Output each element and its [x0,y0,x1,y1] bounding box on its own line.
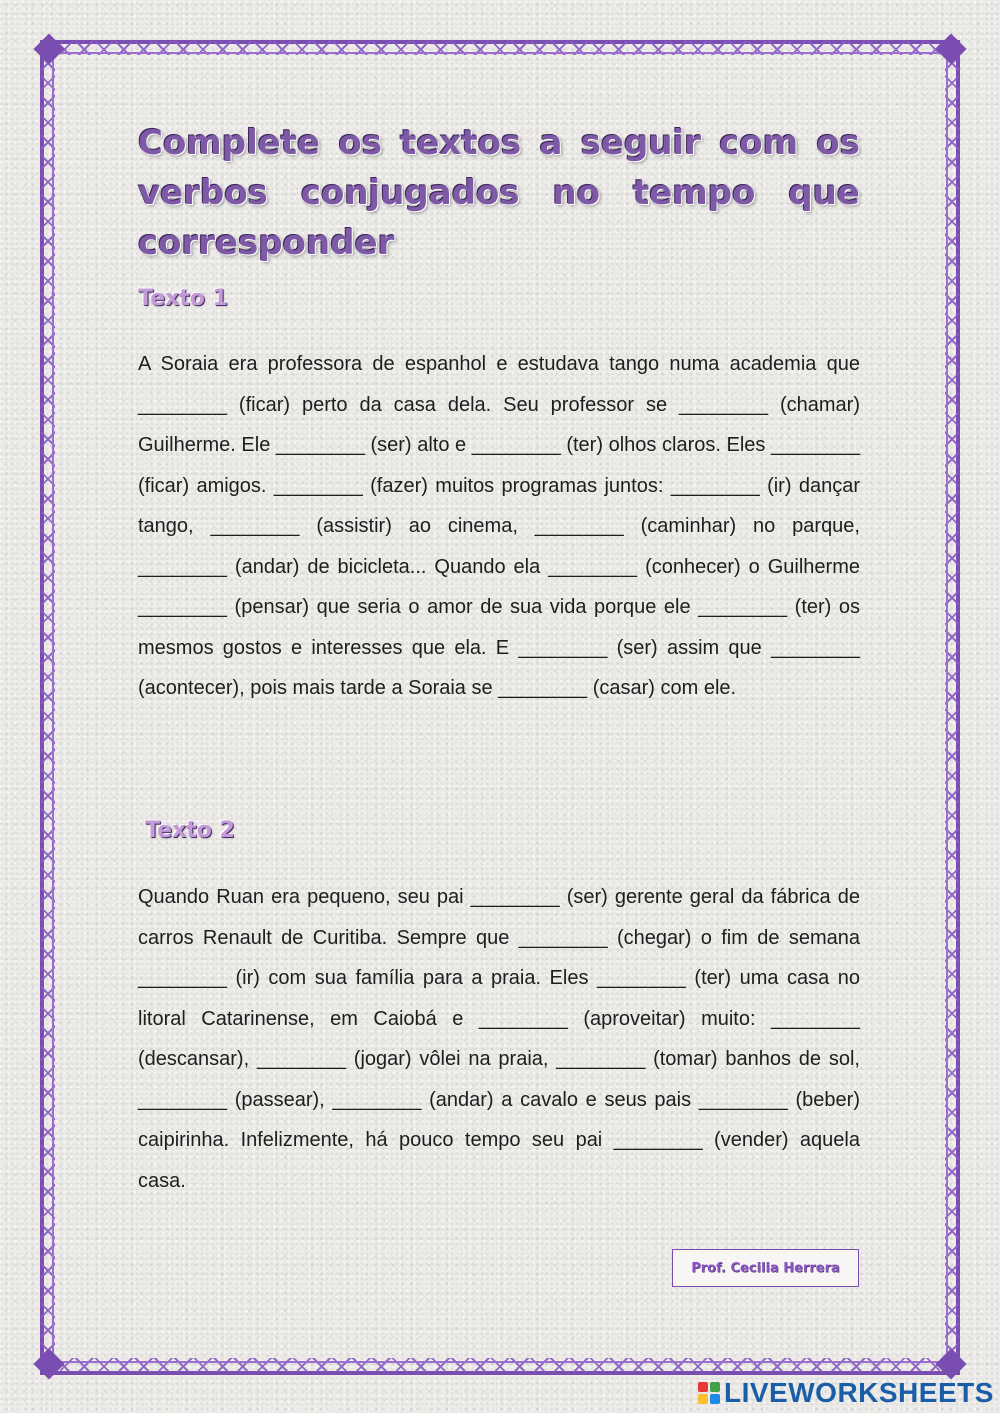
brand-name: LIVEWORKSHEETS [724,1377,994,1408]
author-signature: Prof. Cecilia Herrera [672,1249,859,1287]
exercise-text-2: Quando Ruan era pequeno, seu pai ________ (ser) gerente geral da fábrica de carros Renault de Curitiba. Sempre que ________ (chegar) o fim de semana ________ (ir) com sua família para a praia. Eles ________ (ter) uma casa no litoral Catarinense, em Caiobá e ________ (aproveitar) muito: ________ (descansar), ________ (jogar) vôlei na praia, ________ (tomar) banhos de sol, ________ (passear), ________ (andar) a cavalo e seus pais ________ (beber) caipirinha. Infelizmente, há pouco tempo seu pai ________ (vender) aquela casa. [138,886,860,1192]
section-heading-texto-2: Texto 2 [145,818,235,843]
logo-square-yellow [698,1394,708,1404]
logo-square-green [710,1382,720,1392]
liveworksheets-brand[interactable] [698,1378,994,1408]
liveworksheets-logo-icon [698,1382,720,1404]
section-heading-texto-1: Texto 1 [138,286,228,311]
page-title: Complete os textos a seguir com os verbos conjugados no tempo que corresponder [138,123,860,263]
exercise-text-1: A Soraia era professora de espanhol e estudava tango numa academia que ________ (ficar) perto da casa dela. Seu professor se ________ (chamar) Guilherme. Ele ________ (ser) alto e ________ (ter) olhos claros. Eles ________ (ficar) amigos. ________ (fazer) muitos programas juntos: ________ (ir) dançar tango, ________ (assistir) ao cinema, ________ (caminhar) no parque, ________ (andar) de bicicleta... Quando ela ________ (conhecer) o Guilherme ________ (pensar) que seria o amor de sua vida porque ele ________ (ter) os mesmos gostos e interesses que ela. E ________ (ser) assim que ________ (acontecer), pois mais tarde a Soraia se ________ (casar) com ele. [138,353,860,699]
logo-square-blue [710,1394,720,1404]
logo-square-red [698,1382,708,1392]
